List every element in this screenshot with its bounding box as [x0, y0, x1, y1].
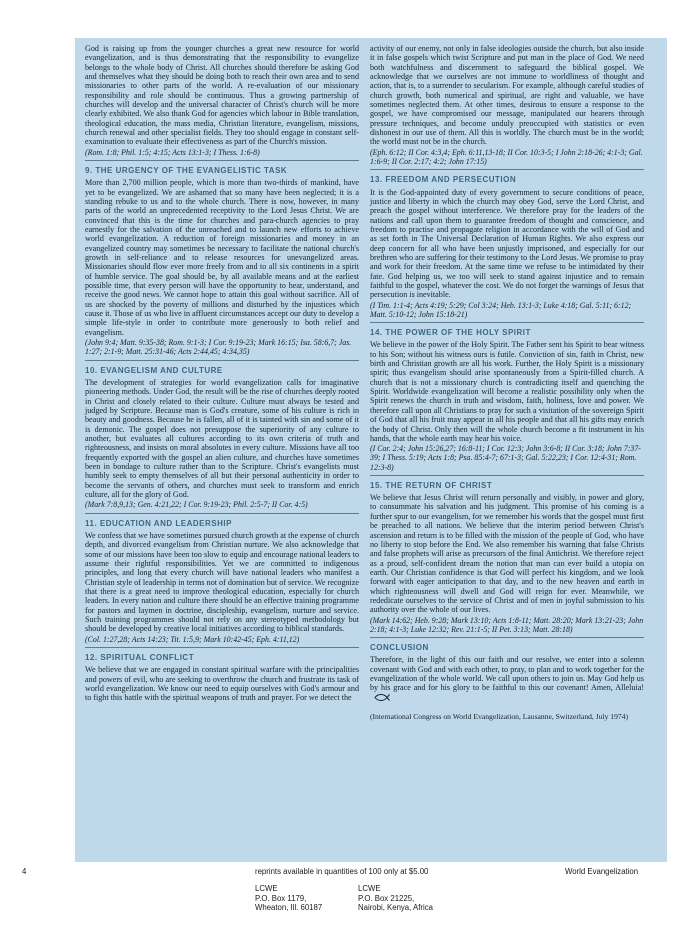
left-column	[85, 44, 359, 703]
publication-name: World Evangelization	[565, 867, 639, 876]
section-13-heading: 13. FREEDOM AND PERSECUTION	[370, 175, 517, 185]
address-line: P.O. Box 1179,	[255, 893, 307, 903]
continued-paragraph: activity of our enemy, not only in false ideologies outside the church, but also inside it in false gospels which twist Scripture and put man in the place of God. We need both watchfulness and discernment to safeguard the biblical gospel. We acknowledge that we ourselves are not immune to worldliness of thought and action, that is, to a surrender to secularism. For example, although careful studies of church growth, both numerical and spiritual, are right and valuable, we have sometimes neglected them. At other times, desirous to ensure a response to the gospel, we have compromised our message, manipulated our hearers through pressure techniques, and become unduly preoccupied with statistics or even dishonest in our use of them. All this is worldly. The church must be in the world; the world must not be in the church.	[370, 44, 644, 147]
section-10-text: The development of strategies for world evangelization calls for imaginative pioneering methods. Under God, the result will be the rise of churches deeply rooted in Christ and closely related to their culture. Culture must always be tested and judged by Scripture. Because man is God's creature, some of his culture is rich in beauty and goodness. Because he is fallen, all of it is tainted with sin and some of it is demonic. The gospel does not presuppose the superiority of any culture to another, but evaluates all cultures according to its own criteria of truth and righteousness, and insists on moral absolutes in every culture. Missions have all too frequently exported with the gospel an alien culture, and churches have sometimes been in bondage to culture rather than to the Scripture. Christ's evangelists must humbly seek to empty themselves of all but their personal authenticity in order to become the servants of others, and churches must seek to transform and enrich culture, all for the glory of God.	[85, 377, 359, 500]
continued-references: (Eph. 6:12; II Cor. 4:3,4; Eph. 6:11,13-18; II Cor. 10:3-5; I John 2:18-26; 4:1-3; Gal. 1:6-9; II Cor. 2:17; 4:2; John 17:15)	[370, 147, 643, 166]
address-org: LCWE	[358, 884, 381, 893]
section-15-heading: 15. THE RETURN OF CHRIST	[370, 480, 493, 490]
section-15-text: We believe that Jesus Christ will return personally and visibly, in power and glory, to consummate his salvation and his judgment. This promise of his coming is a further spur to our evangelism, for we remember his words that the gospel must first be preached to all nations. We believe that the interim period between Christ's ascension and return is to be filled with the mission of the people of God, who have no liberty to stop before the End. We also remember his warning that false Christs and false prophets will arise as precursors of the final Antichrist. We therefore reject as a proud, self-confident dream the notion that man can ever build a utopia on earth. Our Christian confidence is that God will perfect his kingdom, and we look forward with eager anticipation to that day, and to the new heaven and earth in which righteousness will dwell and God will reign for ever. Meanwhile, we rededicate ourselves to the service of Christ and of men in joyful submission to his authority over the whole of our lives.	[370, 493, 644, 615]
intro-references: (Rom. 1:8; Phil. 1:5; 4:15; Acts 13:1-3; I Thess. 1:6-8)	[85, 147, 260, 157]
section-divider	[370, 475, 644, 476]
section-9-references: (John 9:4; Matt. 9:35-38; Rom. 9:1-3; I Cor. 9:19-23; Mark 16:15; Isa. 58:6,7; Jas. 1:27; 2:1-9; Matt. 25:31-46; Acts 2:44,45; 4:34,35)	[85, 338, 352, 357]
section-13-text: It is the God-appointed duty of every government to secure conditions of peace, justice and liberty in which the church may obey God, serve the Lord Christ, and preach the gospel without interference. We therefore pray for the leaders of the nations and call upon them to guarantee freedom of thought and conscience, and freedom to practise and propagate religion in accordance with the will of God and as set forth in The Universal Declaration of Human Rights. We also express our deep concern for all who have been unjustly imprisoned, and especially for our brethren who are suffering for their testimony to the Lord Jesus. We promise to pray and work for their freedom. At the same time we refuse to be intimidated by their fate. God helping us, we too will seek to stand against injustice and to remain faithful to the gospel, whatever the cost. We do not forget the warnings of Jesus that persecution is inevitable.	[370, 187, 644, 300]
section-11-text: We confess that we have sometimes pursued church growth at the expense of church depth, and divorced evangelism from Christian nurture. We also acknowledge that some of our missions have been too slow to equip and encourage national leaders to assume their rightful responsibilities. Yet we are committed to indigenous principles, and long that every church will have national leaders who manifest a Christian style of leadership in terms not of domination but of service. We recognize that there is a great need to improve theological education, especially for church leaders. In every nation and culture there should be an effective training programme for pastors and laymen in doctrine, discipleship, evangelism, nurture and service. Such training programmes should not rely on any stereotyped methodology but should be developed by creative local initiatives according to biblical standards.	[85, 530, 359, 634]
intro-paragraph: God is raising up from the younger churches a great new resource for world evangelization, and is thus demonstrating that the responsibility to evangelize belongs to the whole body of Christ. All churches should therefore be asking God and themselves what they should be doing both to reach their own area and to send missionaries to other parts of the world. A re-evaluation of our missionary responsibility and role should be continuous. Thus a growing partnership of churches will develop and the universal character of Christ's church will be more clearly exhibited. We also thank God for agencies which labour in Bible translation, theological education, the mass media, Christian literature, evangelism, missions, church renewal and other specialist fields. They too should engage in constant self-examination to evaluate their effectiveness as part of the Church's mission.	[85, 44, 359, 147]
section-14-text: We believe in the power of the Holy Spirit. The Father sent his Spirit to bear witness to his Son; without his witness ours is futile. Conviction of sin, faith in Christ, new birth and Christian growth are all his work. Further, the Holy Spirit is a missionary spirit; thus evangelism should arise spontaneously from a Spirit-filled church. A church that is not a missionary church is contradicting itself and quenching the Spirit. Worldwide evangelization will become a realistic possibility only when the Spirit renews the church in truth and wisdom, faith, holiness, love and power. We therefore call upon all Christians to pray for such a visitation of the sovereign Spirit of God that all his fruit may appear in all his people and that all his gifts may enrich the body of Christ. Only then will the whole church become a fit instrument in his hands, that the whole earth may hear his voice.	[370, 340, 644, 443]
section-14-heading: 14. THE POWER OF THE HOLY SPIRIT	[370, 328, 531, 338]
section-divider	[370, 169, 644, 170]
section-divider	[85, 513, 359, 514]
section-divider	[85, 360, 359, 361]
conclusion-text	[370, 655, 644, 704]
reprints-notice: reprints available in quantities of 100 only at $5.00	[255, 867, 429, 876]
address-line: Wheaton, Ill. 60187	[255, 903, 323, 913]
section-divider	[85, 647, 359, 648]
address-nairobi	[358, 884, 433, 913]
section-14-references: (I Cor. 2:4; John 15:26,27; 16:8-11; I Cor. 12:3; John 3:6-8; II Cor. 3:18; John 7:37-39; I Thess. 5:19; Acts 1:8; Psa. 85:4-7; 67:1-3; Gal. 5:22,23; I Cor. 12:4-31; Rom. 12:3-8)	[370, 444, 641, 472]
section-10-references: (Mark 7:8,9,13; Gen. 4:21,22; I Cor. 9:19-23; Phil. 2:5-7; II Cor. 4:5)	[85, 500, 308, 510]
section-11-references: (Col. 1:27,28; Acts 14:23; Tit. 1:5,9; Mark 10:42-45; Eph. 4:11,12)	[85, 634, 300, 644]
section-9-text: More than 2,700 million people, which is more than two-thirds of mankind, have yet to be evangelized. We are ashamed that so many have been neglected; it is a standing rebuke to us and to the whole church. There is now, however, in many parts of the world an unprecedented receptivity to the Lord Jesus Christ. We are convinced that this is the time for churches and para-church agencies to pray earnestly for the salvation of the unreached and to launch new efforts to achieve world evangelization. A reduction of foreign missionaries and money in an evangelized country may sometimes be necessary to facilitate the national church's growth in self-reliance and to release resources for unevangelized areas. Missionaries should flow ever more freely from and to all six continents in a spirit of humble service. The goal should be, by all available means and at the earliest possible time, that every person will have the opportunity to hear, understand, and receive the good news. We cannot hope to attain this goal without sacrifice. All of us are shocked by the poverty of millions and disturbed by the injustices which cause it. Those of us who live in affluent circumstances accept our duty to develop a simple life-style in order to contribute more generously to both relief and evangelism.	[85, 178, 359, 337]
address-org: LCWE	[255, 884, 278, 893]
section-12-heading: 12. SPIRITUAL CONFLICT	[85, 652, 195, 662]
section-divider	[370, 637, 644, 638]
right-column	[370, 44, 644, 721]
section-13-references: (I Tim. 1:1-4; Acts 4:19; 5:29; Col 3:24; Heb. 13:1-3; Luke 4:18; Gal. 5:11; 6:12; Matt. 5:10-12; John 15:18-21)	[370, 300, 632, 319]
page-number: 4	[22, 867, 27, 876]
address-wheaton	[255, 884, 322, 913]
source-note: (International Congress on World Evangelization, Lausanne, Switzerland, July 1974)	[370, 712, 629, 722]
section-11-heading: 11. EDUCATION AND LEADERSHIP	[85, 518, 232, 528]
conclusion-heading: CONCLUSION	[370, 643, 429, 653]
section-divider	[85, 160, 359, 161]
ichthys-fish-icon	[374, 693, 390, 704]
section-15-references: (Mark 14:62; Heb. 9:28; Mark 13:10; Acts 1:8-11; Matt. 28:20; Mark 13:21-23; John 2:18; 4:1-3; Luke 12:32; Rev. 21:1-5; II Pet. 3:13; Matt. 28:18)	[370, 615, 644, 634]
conclusion-body: Therefore, in the light of this our faith and our resolve, we enter into a solemn covenant with God and with each other, to pray, to plan and to work together for the evangelization of the whole world. We call upon others to join us. May God help us by his grace and for his glory to be faithful to this our covenant! Amen, Alleluia!	[370, 655, 644, 693]
section-10-heading: 10. EVANGELISM AND CULTURE	[85, 365, 223, 375]
section-9-heading: 9. THE URGENCY OF THE EVANGELISTIC TASK	[85, 165, 288, 175]
section-divider	[370, 322, 644, 323]
address-line: Nairobi, Kenya, Africa	[358, 903, 433, 913]
section-12-text: We believe that we are engaged in constant spiritual warfare with the principalities and powers of evil, who are seeking to overthrow the church and frustrate its task of world evangelization. We know our need to equip ourselves with God's armour and to fight this battle with the spiritual weapons of truth and prayer. For we detect the	[85, 665, 359, 703]
address-line: P.O. Box 21225,	[358, 893, 415, 903]
